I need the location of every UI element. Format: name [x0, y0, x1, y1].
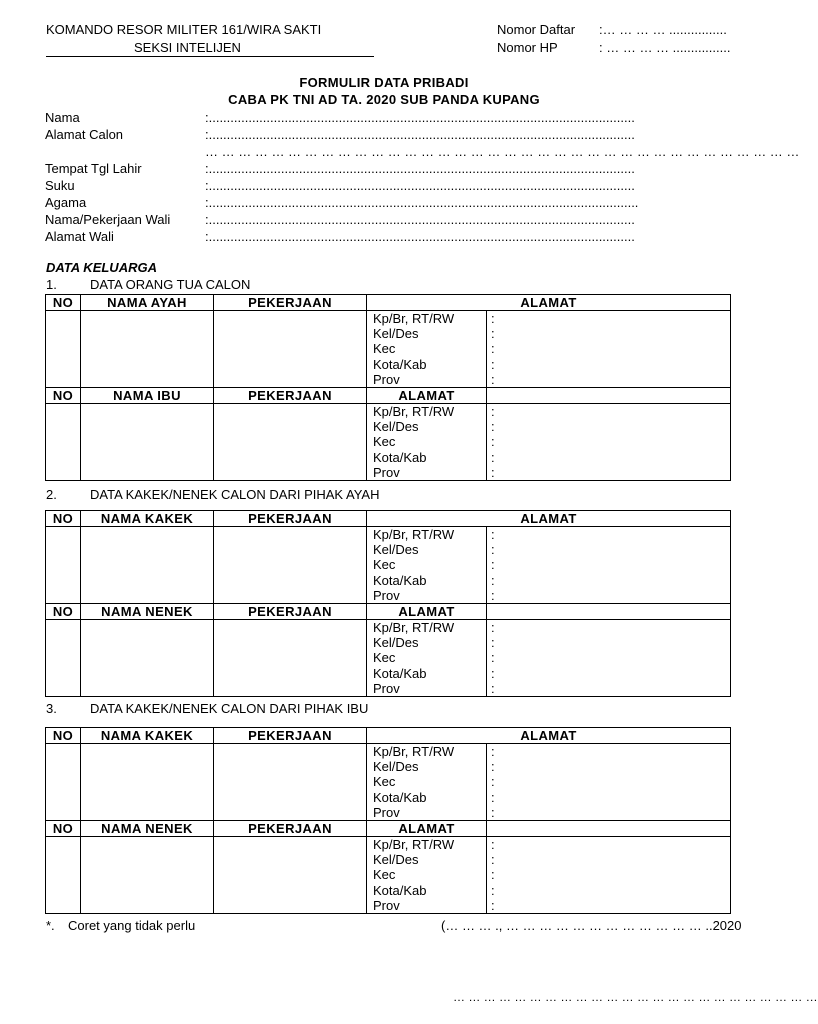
address-part: Kp/Br, RT/RW	[373, 311, 455, 326]
field-label: Nama/Pekerjaan Wali	[45, 212, 171, 227]
empty-header-cell	[487, 821, 731, 837]
address-values[interactable]	[487, 404, 731, 481]
colon: :	[491, 897, 495, 913]
colon: :	[491, 449, 495, 465]
colon: :	[491, 680, 495, 696]
colon: :	[491, 419, 495, 435]
header-underline	[46, 56, 374, 57]
col-job: PEKERJAAN	[214, 511, 367, 527]
address-part: Kec	[373, 650, 396, 666]
colon: :	[491, 789, 495, 805]
field-label: Agama	[45, 195, 87, 210]
address-part: Kota/Kab	[373, 789, 427, 805]
phone-number-field[interactable]: : … … … … ................	[599, 40, 731, 55]
section-number: 1.	[46, 277, 57, 292]
address-part: Kp/Br, RT/RW	[373, 744, 455, 759]
col-no: NO	[46, 388, 81, 404]
field-row-ethnic	[45, 177, 731, 194]
address-part: Prov	[373, 680, 400, 696]
colon: :	[491, 527, 495, 542]
colon: :	[491, 759, 495, 775]
registration-block	[497, 22, 730, 58]
col-no: NO	[46, 511, 81, 527]
col-address: ALAMAT	[367, 821, 487, 837]
col-job: PEKERJAAN	[214, 388, 367, 404]
address-part: Kel/Des	[373, 635, 419, 651]
col-no: NO	[46, 728, 81, 744]
address-part: Kota/Kab	[373, 665, 427, 681]
field-label: Nama	[45, 110, 80, 125]
empty-header-cell	[487, 604, 731, 620]
cell-no[interactable]	[46, 311, 81, 388]
colon: :	[491, 587, 495, 603]
address-part: Kel/Des	[373, 759, 419, 775]
colon: :	[491, 572, 495, 588]
colon: :	[491, 311, 495, 326]
colon: :	[491, 867, 495, 883]
org-name: KOMANDO RESOR MILITER 161/WIRA SAKTI	[46, 22, 322, 37]
phone-number-label: Nomor HP	[497, 40, 558, 55]
cell-job[interactable]	[214, 311, 367, 388]
col-job: PEKERJAAN	[214, 295, 367, 311]
field-row-guardian	[45, 211, 731, 228]
field-label: Alamat Wali	[45, 229, 114, 244]
field-input[interactable]: :......................................................................................................................	[205, 110, 635, 125]
footnote	[46, 918, 195, 933]
colon: :	[491, 356, 495, 372]
cell-no[interactable]	[46, 620, 81, 697]
colon: :	[491, 464, 495, 480]
address-labels	[367, 620, 487, 697]
col-no: NO	[46, 604, 81, 620]
date-field[interactable]: (… … … ., … … … … … … … … … … … … ..2020	[441, 918, 742, 933]
family-table	[45, 510, 731, 697]
cell-name[interactable]	[81, 620, 214, 697]
col-first-name: NAMA KAKEK	[81, 728, 214, 744]
address-part: Kp/Br, RT/RW	[373, 837, 455, 853]
address-part: Kel/Des	[373, 542, 419, 558]
field-input[interactable]: :......................................................................................................................	[205, 161, 635, 176]
cell-name[interactable]	[81, 744, 214, 821]
colon: :	[491, 744, 495, 759]
section-title	[46, 701, 368, 716]
address-labels	[367, 404, 487, 481]
col-address: ALAMAT	[367, 604, 487, 620]
field-label: Suku	[45, 178, 75, 193]
address-part: Kel/Des	[373, 326, 419, 342]
address-values[interactable]	[487, 837, 731, 914]
address-labels	[367, 744, 487, 821]
colon: :	[491, 635, 495, 651]
section-title	[46, 487, 379, 502]
address-labels	[367, 837, 487, 914]
address-part: Prov	[373, 587, 400, 603]
address-part: Prov	[373, 464, 400, 480]
col-second-name: NAMA NENEK	[81, 821, 214, 837]
col-job: PEKERJAAN	[214, 604, 367, 620]
col-job: PEKERJAAN	[214, 821, 367, 837]
address-part: Kp/Br, RT/RW	[373, 527, 455, 542]
cell-job[interactable]	[214, 404, 367, 481]
cell-job[interactable]	[214, 620, 367, 697]
address-part: Kota/Kab	[373, 356, 427, 372]
address-part: Kp/Br, RT/RW	[373, 404, 455, 420]
address-values[interactable]	[487, 620, 731, 697]
cell-name[interactable]	[81, 527, 214, 604]
section-label: DATA ORANG TUA CALON	[90, 277, 251, 292]
field-input[interactable]: :......................................................................................................................	[205, 178, 635, 193]
address-part: Kec	[373, 341, 396, 357]
empty-header-cell	[487, 388, 731, 404]
address-part: Kec	[373, 774, 396, 790]
address-part: Prov	[373, 897, 400, 913]
col-no: NO	[46, 295, 81, 311]
field-input[interactable]: :......................................................................................................................	[205, 127, 635, 142]
address-part: Kec	[373, 867, 396, 883]
family-table	[45, 727, 731, 914]
family-heading: DATA KELUARGA	[46, 260, 157, 275]
address-part: Prov	[373, 804, 400, 820]
cell-no[interactable]	[46, 404, 81, 481]
section-label: DATA KAKEK/NENEK CALON DARI PIHAK IBU	[90, 701, 369, 716]
personal-fields	[45, 109, 800, 245]
signature-line[interactable]: … … … … … … … … … … … … … … … … … … … … … … … …	[453, 990, 818, 1004]
col-address: ALAMAT	[367, 728, 731, 744]
col-first-name: NAMA AYAH	[81, 295, 214, 311]
colon: :	[491, 650, 495, 666]
colon: :	[491, 542, 495, 558]
footnote-mark: *.	[46, 918, 55, 933]
colon: :	[491, 404, 495, 420]
reg-number-label: Nomor Daftar	[497, 22, 576, 37]
colon: :	[491, 804, 495, 820]
field-label: Alamat Calon	[45, 127, 124, 142]
org-header	[46, 22, 322, 55]
cell-name[interactable]	[81, 404, 214, 481]
colon: :	[491, 837, 495, 853]
col-address: ALAMAT	[367, 388, 487, 404]
field-input[interactable]: :......................................................................................................................	[205, 212, 635, 227]
cell-no[interactable]	[46, 837, 81, 914]
address-values[interactable]	[487, 527, 731, 604]
address-part: Kel/Des	[373, 419, 419, 435]
section-label: DATA KAKEK/NENEK CALON DARI PIHAK AYAH	[90, 487, 380, 502]
col-second-name: NAMA NENEK	[81, 604, 214, 620]
colon: :	[491, 852, 495, 868]
address-part: Kota/Kab	[373, 572, 427, 588]
section-number: 2.	[46, 487, 57, 502]
colon: :	[491, 665, 495, 681]
address-part: Prov	[373, 371, 400, 387]
colon: :	[491, 557, 495, 573]
section-title	[46, 277, 250, 292]
cell-job[interactable]	[214, 527, 367, 604]
cell-name[interactable]	[81, 837, 214, 914]
address-values[interactable]	[487, 311, 731, 388]
colon: :	[491, 620, 495, 636]
address-part: Kel/Des	[373, 852, 419, 868]
cell-no[interactable]	[46, 527, 81, 604]
form-title: FORMULIR DATA PRIBADI	[299, 75, 469, 90]
colon: :	[491, 882, 495, 898]
field-row-address	[45, 126, 731, 143]
col-second-name: NAMA IBU	[81, 388, 214, 404]
reg-number-field[interactable]: :… … … … ................	[599, 22, 727, 37]
col-address: ALAMAT	[367, 511, 731, 527]
form-subtitle: CABA PK TNI AD TA. 2020 SUB PANDA KUPANG	[228, 92, 540, 107]
address-part: Kec	[373, 557, 396, 573]
address-labels	[367, 311, 487, 388]
field-row-guardian-address	[45, 228, 731, 245]
cell-no[interactable]	[46, 744, 81, 821]
field-input[interactable]: :......................................................................................................................	[205, 229, 635, 244]
field-label: Tempat Tgl Lahir	[45, 161, 142, 176]
footnote-text: Coret yang tidak perlu	[68, 918, 196, 933]
address-labels	[367, 527, 487, 604]
colon: :	[491, 371, 495, 387]
colon: :	[491, 341, 495, 357]
col-first-name: NAMA KAKEK	[81, 511, 214, 527]
address-part: Kota/Kab	[373, 449, 427, 465]
cell-job[interactable]	[214, 837, 367, 914]
section-number: 3.	[46, 701, 57, 716]
address-part: Kp/Br, RT/RW	[373, 620, 455, 636]
field-row-birth	[45, 160, 731, 177]
family-table	[45, 294, 731, 481]
address-part: Kec	[373, 434, 396, 450]
address-values[interactable]	[487, 744, 731, 821]
field-input[interactable]: … … … … … … … … … … … … … … … … … … … … … … … … … … … … … … … … … … … …	[205, 144, 800, 159]
colon: :	[491, 434, 495, 450]
colon: :	[491, 326, 495, 342]
org-section: SEKSI INTELIJEN	[134, 40, 241, 55]
col-address: ALAMAT	[367, 295, 731, 311]
cell-job[interactable]	[214, 744, 367, 821]
field-row-address-cont	[45, 143, 800, 160]
colon: :	[491, 774, 495, 790]
cell-name[interactable]	[81, 311, 214, 388]
field-row-name	[45, 109, 731, 126]
col-no: NO	[46, 821, 81, 837]
field-input[interactable]: :.......................................................................................................................	[205, 195, 639, 210]
col-job: PEKERJAAN	[214, 728, 367, 744]
address-part: Kota/Kab	[373, 882, 427, 898]
field-row-religion	[45, 194, 731, 211]
